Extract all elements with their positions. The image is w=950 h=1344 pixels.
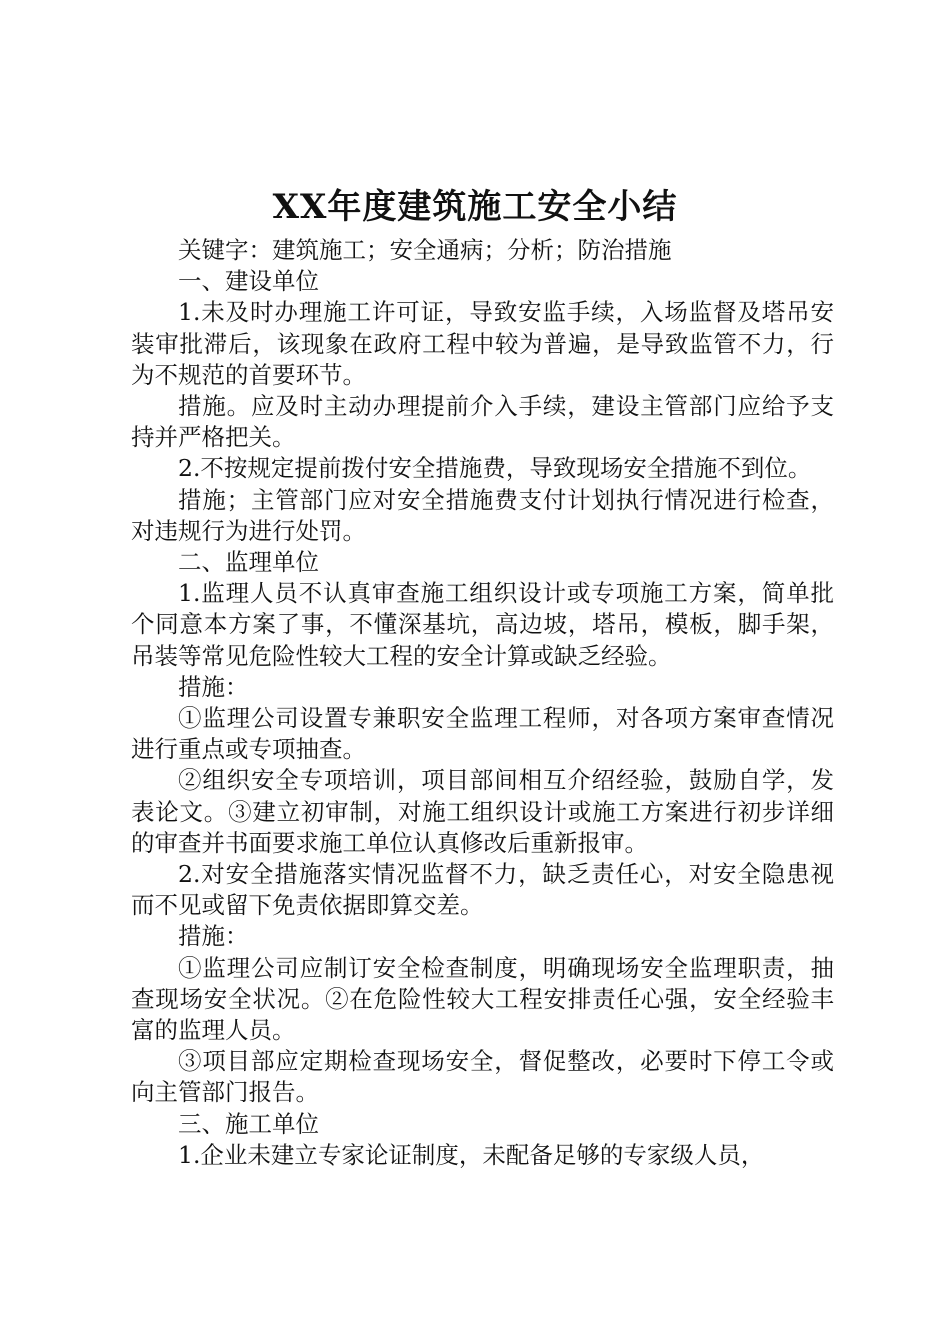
paragraph: 措施；主管部门应对安全措施费支付计划执行情况进行检查，对违规行为进行处罚。 — [131, 485, 834, 545]
document-body — [131, 235, 834, 1171]
keywords-line: 关键字：建筑施工；安全通病；分析；防治措施 — [178, 236, 672, 264]
paragraph: 1.监理人员不认真审查施工组织设计或专项施工方案，简单批个同意本方案了事，不懂深基坑，高边坡，塔吊，模板，脚手架，吊装等常见危险性较大工程的安全计算或缺乏经验。 — [131, 579, 834, 670]
paragraph: 2.不按规定提前拨付安全措施费，导致现场安全措施不到位。 — [178, 454, 812, 483]
paragraph: 措施： — [178, 672, 249, 701]
paragraph: 1.企业未建立专家论证制度，未配备足够的专家级人员， — [178, 1140, 765, 1169]
paragraph: ①监理公司应制订安全检查制度，明确现场安全监理职责，抽查现场安全状况。②在危险性较大工程安排责任心强，安全经验丰富的监理人员。 — [131, 953, 834, 1045]
section-heading: 三、施工单位 — [178, 1109, 319, 1138]
paragraph: 措施： — [178, 922, 249, 951]
paragraph: 1.未及时办理施工许可证，导致安监手续，入场监督及塔吊安装审批滞后，该现象在政府工程中较为普遍，是导致监管不力，行为不规范的首要环节。 — [131, 298, 834, 389]
section-heading: 一、建设单位 — [178, 267, 319, 296]
section-heading: 二、监理单位 — [178, 548, 319, 577]
paragraph: 2.对安全措施落实情况监督不力，缺乏责任心，对安全隐患视而不见或留下免责依据即算交差。 — [131, 860, 834, 920]
paragraph: 措施。应及时主动办理提前介入手续，建设主管部门应给予支持并严格把关。 — [131, 392, 834, 452]
paragraph: ③项目部应定期检查现场安全，督促整改，必要时下停工令或向主管部门报告。 — [131, 1047, 834, 1107]
paragraph: ②组织安全专项培训，项目部间相互介绍经验，鼓励自学，发表论文。③建立初审制，对施工组织设计或施工方案进行初步详细的审查并书面要求施工单位认真修改后重新报审。 — [131, 766, 834, 857]
paragraph: ①监理公司设置专兼职安全监理工程师，对各项方案审查情况进行重点或专项抽查。 — [131, 704, 834, 764]
document-title: XX年度建筑施工安全小结 — [272, 187, 678, 227]
